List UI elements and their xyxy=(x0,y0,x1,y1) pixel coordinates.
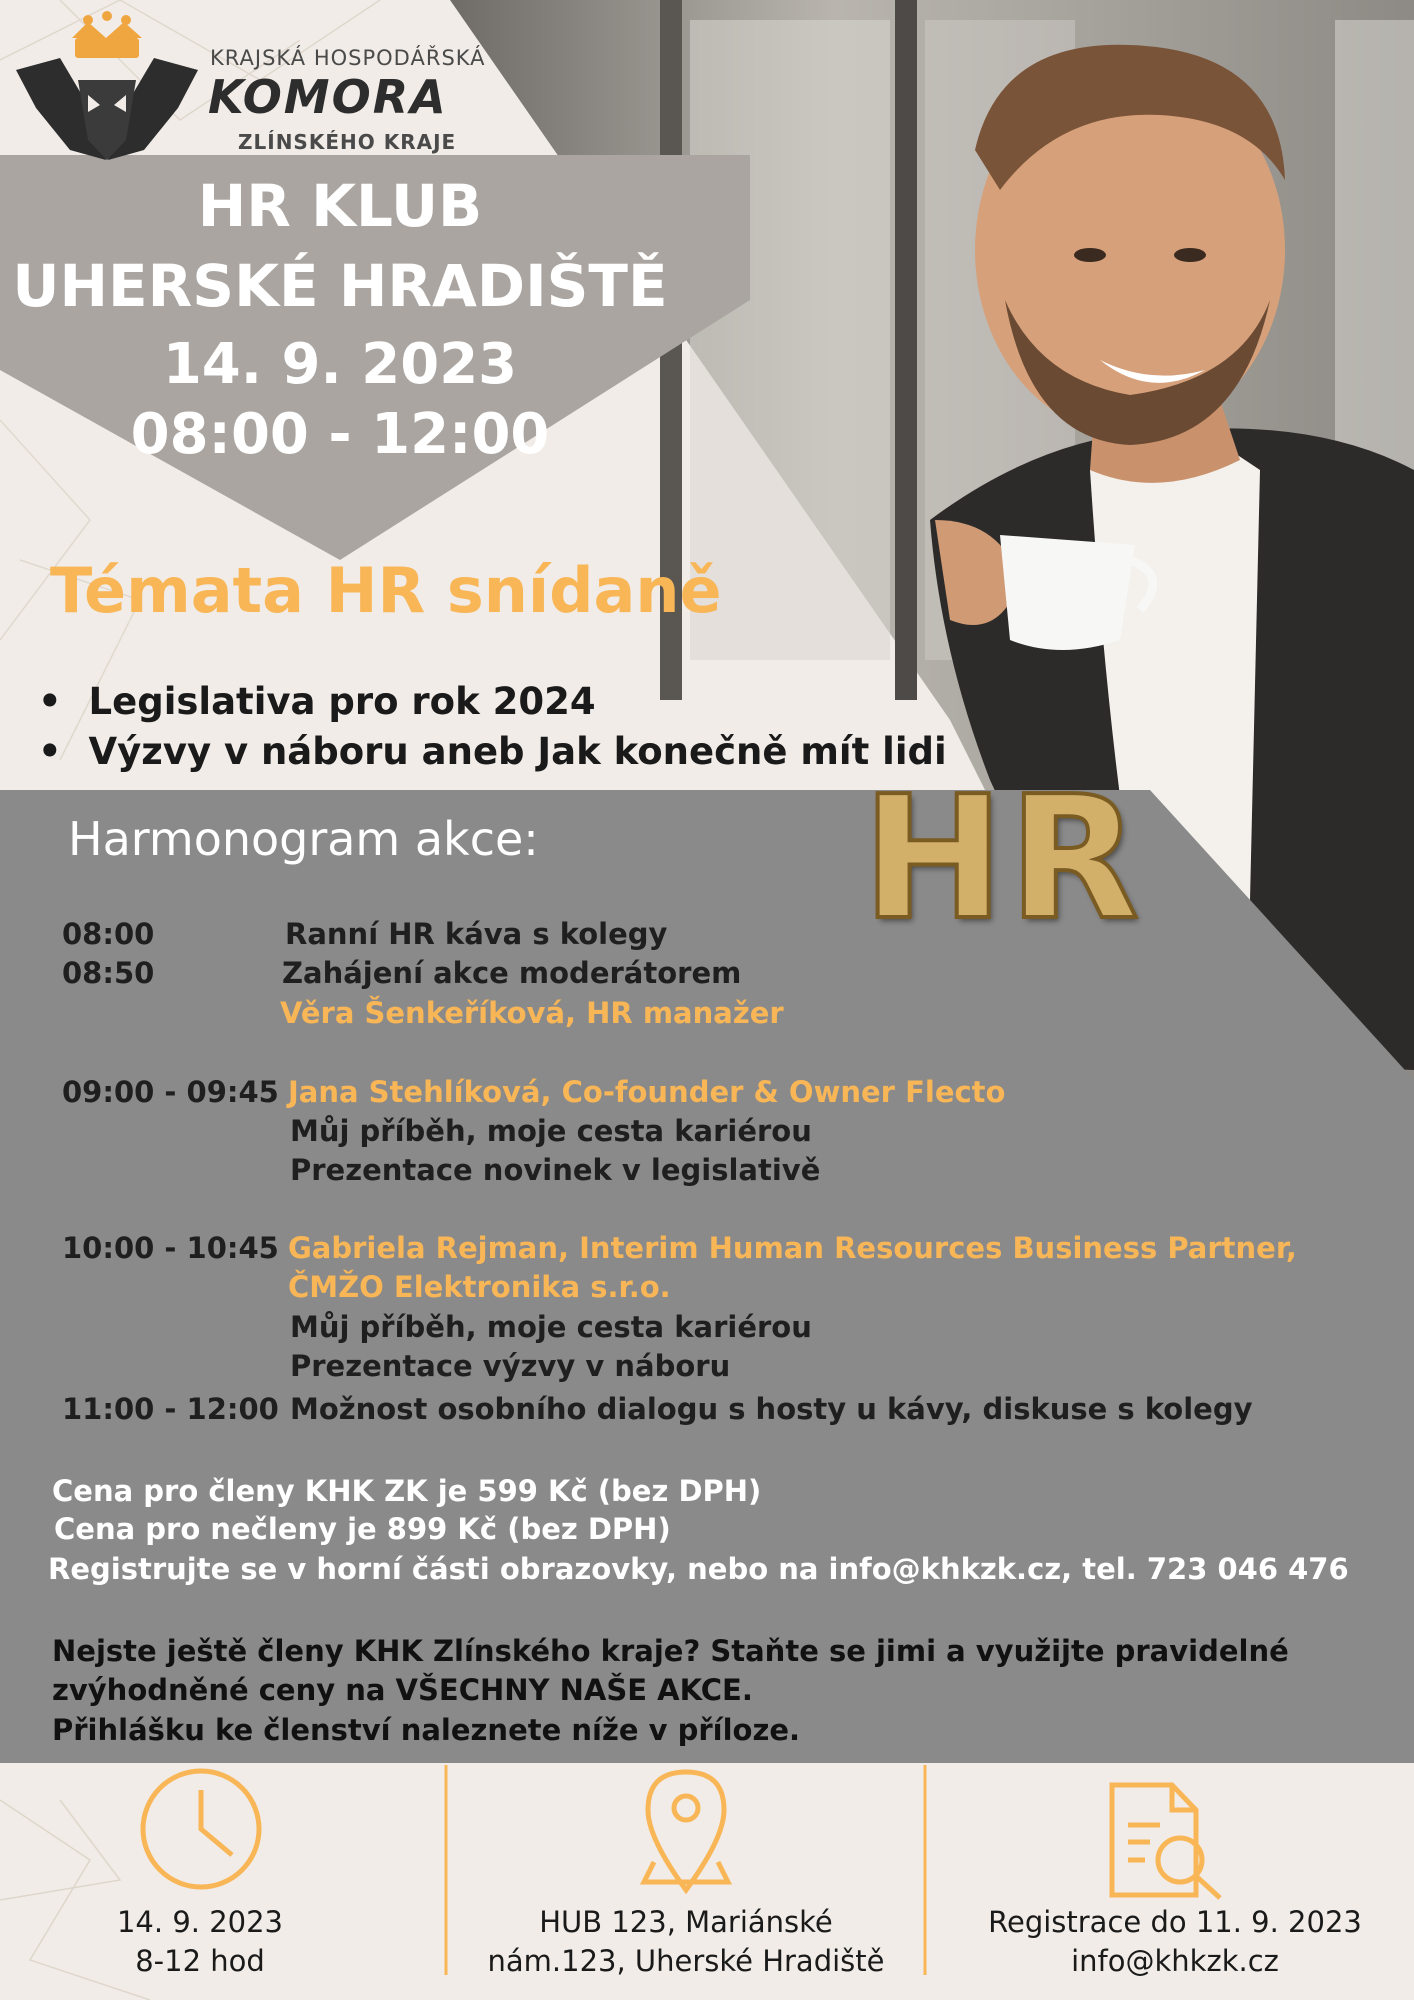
topic-item-1 xyxy=(38,680,596,723)
event-title-2: UHERSKÉ HRADIŠTĚ xyxy=(12,252,668,320)
footer-email[interactable]: info@khkzk.cz xyxy=(1071,1944,1279,1978)
price-members: Cena pro členy KHK ZK je 599 Kč (bez DPH) xyxy=(52,1474,762,1508)
schedule-text: Ranní HR káva s kolegy xyxy=(285,917,668,951)
schedule-time: 11:00 - 12:00 xyxy=(62,1392,279,1426)
footer-hours: 8-12 hod xyxy=(135,1944,265,1978)
location-pin-icon xyxy=(644,1772,728,1890)
topic-item-text: Výzvy v náboru aneb Jak konečně mít lidi xyxy=(88,730,947,773)
schedule-time: 08:50 xyxy=(62,956,155,990)
schedule-text: Prezentace novinek v legislativě xyxy=(290,1153,821,1187)
footer-registration-deadline: Registrace do 11. 9. 2023 xyxy=(988,1905,1362,1939)
schedule-heading: Harmonogram akce: xyxy=(68,812,539,866)
hr-badge: HR xyxy=(862,760,1144,958)
topic-item-text: Legislativa pro rok 2024 xyxy=(88,680,596,723)
topic-item-2 xyxy=(38,730,947,773)
bullet-icon: • xyxy=(38,680,62,723)
schedule-text: Prezentace výzvy v náboru xyxy=(290,1349,731,1383)
schedule-text: Možnost osobního dialogu s hosty u kávy, diskuse s kolegy xyxy=(290,1392,1253,1426)
membership-line-3: Přihlášku ke členství naleznete níže v příloze. xyxy=(52,1713,801,1747)
logo-line-3: ZLÍNSKÉHO KRAJE xyxy=(238,130,457,154)
price-nonmembers: Cena pro nečleny je 899 Kč (bez DPH) xyxy=(54,1512,671,1546)
footer-venue-1: HUB 123, Mariánské xyxy=(539,1905,833,1939)
event-time: 08:00 - 12:00 xyxy=(130,402,550,467)
registration-info: Registrujte se v horní části obrazovky, nebo na info@khkzk.cz, tel. 723 046 476 xyxy=(48,1552,1349,1586)
event-title-1: HR KLUB xyxy=(197,172,483,240)
schedule-time: 08:00 xyxy=(62,917,155,951)
footer-venue-2: nám.123, Uherské Hradiště xyxy=(487,1944,885,1978)
schedule-time: 10:00 - 10:45 xyxy=(62,1231,279,1265)
schedule-panel xyxy=(0,790,1414,1763)
schedule-text: Zahájení akce moderátorem xyxy=(282,956,742,990)
membership-line-1: Nejste ještě členy KHK Zlínského kraje? Staňte se jimi a využijte pravidelné xyxy=(52,1634,1289,1668)
bullet-icon: • xyxy=(38,730,62,773)
schedule-speaker: Jana Stehlíková, Co-founder & Owner Flecto xyxy=(288,1075,1006,1109)
schedule-time: 09:00 - 09:45 xyxy=(62,1075,279,1109)
document-search-icon xyxy=(1112,1785,1220,1898)
event-date: 14. 9. 2023 xyxy=(162,332,518,397)
footer-date: 14. 9. 2023 xyxy=(116,1905,284,1939)
schedule-speaker: Věra Šenkeříková, HR manažer xyxy=(280,996,784,1030)
clock-icon xyxy=(143,1771,259,1887)
schedule-speaker: Gabriela Rejman, Interim Human Resources Business Partner, xyxy=(288,1231,1297,1265)
schedule-text: Můj příběh, moje cesta kariérou xyxy=(290,1114,812,1148)
schedule-speaker: ČMŽO Elektronika s.r.o. xyxy=(288,1270,671,1304)
membership-line-2: zvýhodněné ceny na VŠECHNY NAŠE AKCE. xyxy=(52,1673,753,1707)
topics-heading: Témata HR snídaně xyxy=(50,554,722,627)
logo-line-1: KRAJSKÁ HOSPODÁŘSKÁ xyxy=(210,46,486,70)
chamber-emblem xyxy=(16,11,198,160)
schedule-text: Můj příběh, moje cesta kariérou xyxy=(290,1310,812,1344)
logo-line-2: KOMORA xyxy=(208,70,448,124)
